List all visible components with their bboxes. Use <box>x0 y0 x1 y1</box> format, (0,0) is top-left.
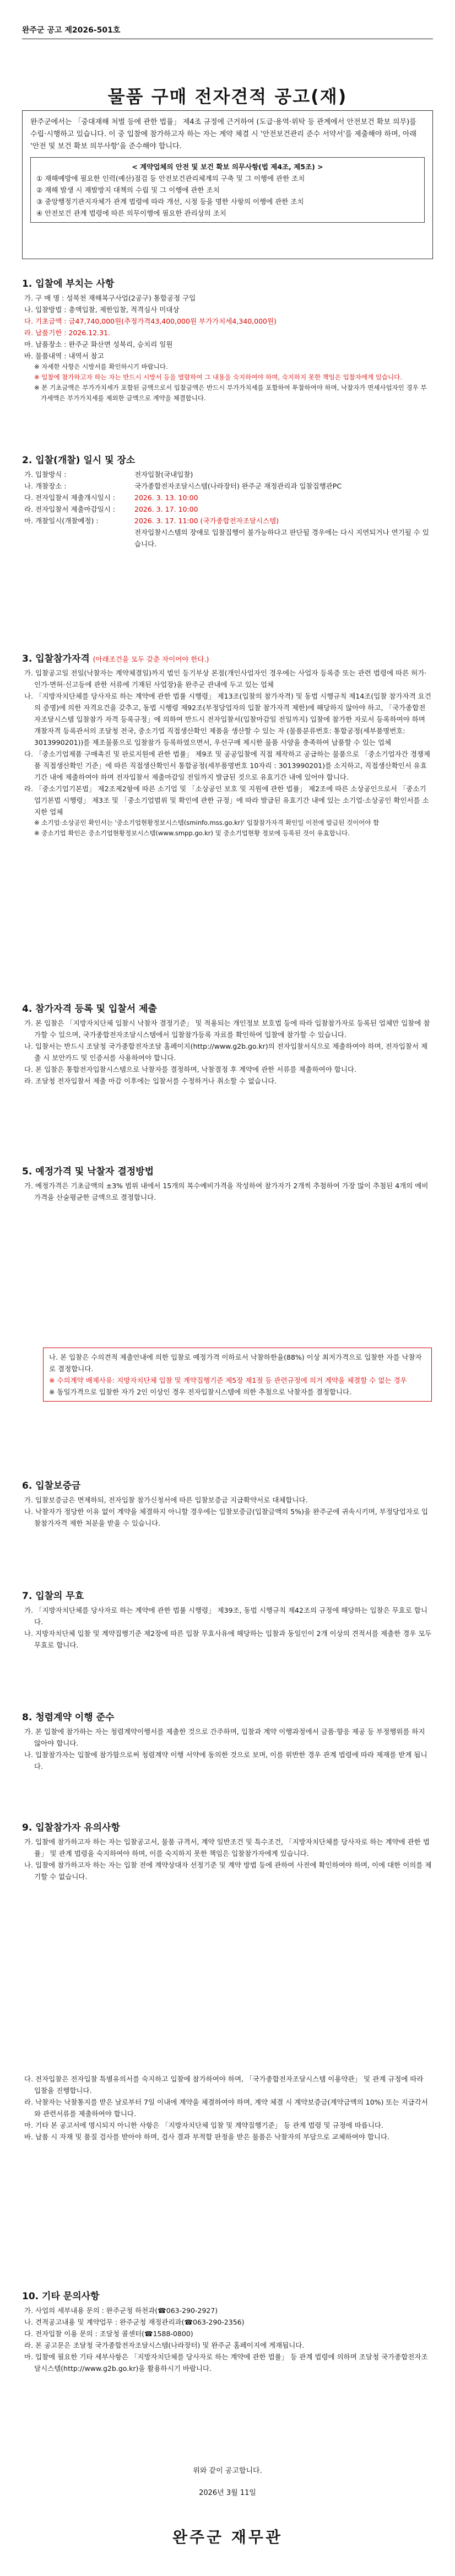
schedule-table <box>24 469 432 550</box>
note-line: ※ 동일가격으로 입찰한 자가 2인 이상인 경우 전자입찰시스템에 의한 추첨으로 낙찰자를 결정합니다. <box>49 1388 352 1396</box>
para: 가. 입찰공고일 전일(낙찰자는 계약체결일)까지 법인 등기부상 본점(개인사업자인 경우에는 사업자 등록증 또는 관련 법령에 따른 허가·인가·면허·신고등에 관한 서류에 기재된 사업장)을 완주군 관내에 두고 있는 업체 <box>24 669 427 689</box>
schedule-row <box>24 527 432 550</box>
section-6-heading: 6. 입찰보증금 <box>22 1480 81 1491</box>
schedule-row <box>24 469 432 480</box>
para: 나. 지방자치단체 입찰 및 계약집행기준 제2장에 따른 입찰 무효사유에 해당하는 입찰과 동일인이 2개 이상의 견적서를 제출한 경우 모두 무효로 합니다. <box>24 1629 432 1649</box>
para: 가. 입찰에 참가하고자 하는 자는 입찰공고서, 물품 규격서, 계약 일반조건 및 특수조건, 「지방자치단체를 당사자로 하는 계약에 관한 법률」 및 관계 법령을 숙지하여야 하며, 이를 숙지하지 못한 책임은 입찰참가자에게 있습니다. <box>24 1838 430 1858</box>
section-3-body <box>24 667 432 839</box>
section-8-heading: 8. 청렴계약 이행 준수 <box>22 1712 115 1723</box>
para: 라. 조달청 전자입찰서 제출 마감 이후에는 입찰서를 수정하거나 취소할 수 없습니다. <box>24 1077 277 1085</box>
para: 나. 낙찰자가 정당한 이유 없이 계약을 체결하지 아니할 경우에는 입찰보증금(입찰금액의 5%)을 완주군에 귀속시키며, 부정당업자로 입찰참가자격 제한 처분을 받을 수 있습니다. <box>24 1507 429 1527</box>
document-number: 완주군 공고 제2026-501호 <box>22 26 121 35</box>
para: 가. 본 입찰은 「지방자치단체 입찰시 낙찰자 결정기준」 및 적용되는 개인정보 보호법 등에 따라 입찰참가자로 등록된 업체만 입찰에 참가할 수 있으며, 국가종합전자조달시스템에서 입찰참가등록 자료를 확인하여 입찰에 참가할 수 있습니다. <box>24 1019 430 1039</box>
schedule-label: 라. 전자입찰서 제출마감일시 : <box>24 505 116 513</box>
para: 마. 입찰에 필요한 기타 세부사항은 「지방자치단체를 당사자로 하는 계약에 관한 법률」 등 관계 법령에 의하며 조달청 국가종합전자조달시스템(http://www.g2b.go.kr)을 활용하시기 바랍니다. <box>24 2353 428 2373</box>
delivery-deadline-line: 라. 납품기한 : 2026.12.31. <box>24 329 111 337</box>
schedule-row <box>24 503 432 515</box>
section-7-heading: 7. 입찰의 무효 <box>22 1591 84 1602</box>
section-10-body <box>24 2305 432 2374</box>
para: 가. 본 입찰에 참가하는 자는 청렴계약이행서를 제출한 것으로 간주하며, 입찰과 계약 이행과정에서 금품·향응 제공 등 부정행위를 하지 않아야 합니다. <box>24 1727 425 1747</box>
schedule-label: 다. 전자입찰서 제출개시일시 : <box>24 493 116 502</box>
schedule-row <box>24 480 432 492</box>
para: 나. 입찰참가자는 입찰에 참가함으로써 청렴계약 이행 서약에 동의한 것으로 보며, 이를 위반한 경우 관계 법령에 따라 제재를 받게 됩니다. <box>24 1751 427 1770</box>
item-line: 나. 입찰방법 : 총액입찰, 제한입찰, 적격심사 미대상 <box>24 305 180 314</box>
note-line: ※ 자세한 사항은 시방서를 확인하시기 바랍니다. <box>34 363 168 371</box>
schedule-value: 국가종합전자조달시스템(나라장터) 완주군 재정관리과 입찰집행관PC <box>134 482 342 490</box>
para: 나. 본 입찰은 수의견적 제출안내에 의한 입찰로 예정가격 이하로서 낙찰하한율(88%) 이상 최저가격으로 입찰한 자를 낙찰자로 결정합니다. <box>49 1353 422 1373</box>
para: 다. 전자입찰 이용 문의 : 조달청 콜센터(☎1588-0800) <box>24 2330 193 2338</box>
item-line: 바. 물품내역 : 내역서 참고 <box>24 352 104 360</box>
award-method-box <box>43 1348 432 1402</box>
note-line: ※ 소기업·소상공인 확인서는 '중소기업현황정보시스템(sminfo.mss.go.kr)' 입찰참가자격 확인일 이전에 발급된 것이어야 함 <box>34 819 380 827</box>
para: 가. 입찰보증금은 면제하되, 전자입찰 참가신청서에 따른 입찰보증금 지급확약서로 대체합니다. <box>24 1496 308 1504</box>
para: 가. 예정가격은 기초금액의 ±3% 범위 내에서 15개의 복수예비가격을 작성하여 참가자가 2개씩 추첨하여 가장 많이 추첨된 4개의 예비가격을 산술평균한 금액으로 결정합니다. <box>24 1182 429 1201</box>
schedule-row <box>24 492 432 503</box>
schedule-note: 전자입찰시스템의 장애로 입찰집행이 불가능하다고 판단될 경우에는 다시 지연되거나 연기될 수 있습니다. <box>134 528 429 548</box>
schedule-row <box>24 515 432 527</box>
section-2-heading: 2. 입찰(개찰) 일시 및 장소 <box>22 455 136 466</box>
note-line: ※ 입찰에 참가하고자 하는 자는 반드시 시방서 등을 열람하여 그 내용을 숙지하여야 하며, 숙지하지 못한 책임은 입찰자에게 있습니다. <box>34 373 402 381</box>
section-5-heading: 5. 예정가격 및 낙찰자 결정방법 <box>22 1166 154 1177</box>
section-5-continued <box>24 1345 432 1404</box>
item-line: 가. 구 매 명 : 성북천 재해복구사업(2공구) 통합공정 구입 <box>24 294 196 302</box>
intro-lead: 완주군에서는 「중대재해 처벌 등에 관한 법률」 제4조 규정에 근거하여 (도급·용역·위탁 등 관계에서 안전보건 확보 의무)를 수립·시행하고 있습니다. 이 중 입찰에 참가하고자 하는 자는 계약 체결 시 '안전보건관리 준수 서약서'를 제출해야 하며, 아래 '안전 및 보건 확보 의무사항'을 준수해야 합니다. <box>30 118 417 151</box>
note-line: ※ 본 기초금액은 부가가치세가 포함된 금액으로서 입찰금액은 반드시 부가가치세를 포함하여 투찰하여야 하며, 낙찰자가 면세사업자인 경우 부가세액은 부가가치세를 제외한 금액으로 계약을 체결합니다. <box>34 384 427 402</box>
para: 라. 본 공고문은 조달청 국가종합전자조달시스템(나라장터) 및 완주군 홈페이지에 게재됩니다. <box>24 2341 305 2349</box>
obligation-item: ② 재해 발생 시 재발방지 대책의 수립 및 그 이행에 관한 조치 <box>36 186 220 194</box>
closing-text: 위와 같이 공고합니다. <box>193 2467 262 2475</box>
section-6-body <box>24 1494 432 1529</box>
schedule-value: 2026. 3. 17. 11:00 (국가종합전자조달시스템) <box>134 517 279 525</box>
para: 바. 납품 시 자재 및 품질 검사를 받아야 하며, 검사 결과 부적합 판정을 받은 물품은 낙찰자의 부담으로 교체하여야 합니다. <box>24 2133 390 2141</box>
para: 라. 「중소기업기본법」 제2조제2항에 따른 소기업 및 「소상공인 보호 및 지원에 관한 법률」 제2조에 따른 소상공인으로서 「중소기업기본법 시행령」 제3조 및 「중소기업범위 및 확인에 관한 규정」에 따라 발급된 유효기간 내에 있는 소기업·소상공인 확인서를 소지한 업체 <box>24 785 429 816</box>
obligations-title: < 계약업체의 안전 및 보건 확보 의무사항(법 제4조, 제5조) > <box>132 163 323 171</box>
obligation-item: ④ 안전보건 관계 법령에 따른 의무이행에 필요한 관리상의 조치 <box>36 209 226 217</box>
para: 나. 「지방자치단체를 당사자로 하는 계약에 관한 법률 시행령」 제13조(입찰의 참가자격) 및 동법 시행규칙 제14조(입찰 참가자격 요건의 증명)에 의한 자격요건을 갖추고, 동법 시행령 제92조(부정당업자의 입찰 참가자격 제한)에 해당하지 않아야 하고, 「국가종합전자조달시스템 입찰참가 자격 등록규정」에 의하여 반드시 전자입찰서(입찰마감일 전일까지) 입찰에 참가한 자로서 등록하여야 하며 개찰자격 등록관서의 조달청 전국, 중소기업 직접생산확인 제품을 생산할 수 있는 자 (물품분류번호: 통합공정(세부품명번호: 3013990201))를 제조물품으로 입찰참가 등록하였으면서, 우선구매 제시한 물품 사양을 충족하여 납품할 수 있는 업체 <box>24 692 431 747</box>
section-3-heading-wrap <box>22 651 209 664</box>
para: 라. 낙찰자는 낙찰통지를 받은 날로부터 7일 이내에 계약을 체결하여야 하며, 계약 체결 시 계약보증금(계약금액의 10%) 또는 지급각서와 관련서류를 제출하여야 합니다. <box>24 2098 428 2118</box>
section-3-heading-note: (아래조건을 모두 갖춘 자이어야 한다.) <box>93 655 209 663</box>
para: 다. 본 입찰은 통합전자입찰시스템으로 낙찰자를 결정하며, 낙찰결정 후 계약에 관한 서류를 제출하여야 합니다. <box>24 1065 356 1074</box>
para: 나. 견적공고내용 및 계약업무 : 완주군청 재정관리과(☎063-290-2356) <box>24 2318 245 2326</box>
schedule-value: 2026. 3. 17. 10:00 <box>134 505 198 513</box>
obligation-item: ③ 중앙행정기관지자체가 관계 법령에 따라 개선, 시정 등을 명한 사항의 이행에 관한 조치 <box>36 197 304 206</box>
section-4-heading: 4. 참가자격 등록 및 입찰서 제출 <box>22 1003 157 1015</box>
schedule-label: 마. 개찰일시(개찰예정) : <box>24 517 99 525</box>
item-line: 마. 납품장소 : 완주군 화산면 성북리, 승치리 일원 <box>24 340 173 348</box>
section-8-body <box>24 1726 432 1772</box>
para: 다. 전자입찰은 전자입찰 특별유의서를 숙지하고 입찰에 참가하여야 하며, 「국가종합전자조달시스템 이용약관」 및 관계 규정에 따라 입찰을 진행합니다. <box>24 2075 424 2095</box>
para: 가. 사업의 세부내용 문의 : 완주군청 하천과(☎063-290-2927) <box>24 2306 218 2315</box>
section-4-body <box>24 1017 432 1087</box>
para: 나. 입찰서는 반드시 조달청 국가종합전자조달 홈페이지(http://www.g2b.go.kr)의 전자입찰서식으로 제출하여야 하며, 전자입찰서 제출 시 보안카드 및 인증서를 사용하여야 합니다. <box>24 1042 428 1062</box>
schedule-label: 가. 입찰방식 : <box>24 470 67 479</box>
section-9-body <box>24 1836 432 1882</box>
section-3-heading: 3. 입찰참가자격 <box>22 653 90 664</box>
base-price-line: 다. 기초금액 : 금47,740,000원(추정가격43,400,000원 부가가치세4,340,000원) <box>24 317 277 325</box>
note-line: ※ 수의계약 배제사유: 지방자치단체 입찰 및 계약집행기준 제5장 제1절 등 관련규정에 의거 계약을 체결할 수 없는 경우 <box>49 1376 407 1384</box>
issuer-signature: 완주군 재무관 <box>172 2528 283 2546</box>
section-7-body <box>24 1604 432 1651</box>
para: 마. 기타 본 공고서에 명시되지 아니한 사항은 「지방자치단체 입찰 및 계약집행기준」 등 관계 법령 및 규정에 따릅니다. <box>24 2121 383 2129</box>
section-1-body <box>24 292 432 404</box>
intro-box <box>22 110 433 259</box>
note-line: ※ 중소기업 확인은 중소기업현황정보시스템(www.smpp.go.kr) 및 중소기업현황 정보에 등록된 것이 유효합니다. <box>34 829 350 837</box>
obligation-item: ① 재해예방에 필요한 인력(예산)점검 등 안전보건관리체계의 구축 및 그 이행에 관한 조치 <box>36 174 305 183</box>
para: 다. 「중소기업제품 구매촉진 및 판로지원에 관한 법률」 제9조 및 공공입찰에 직접 제작하고 공급하는 물품으로 「중소기업자간 경쟁제품 직접생산확인 기준」에 따른 직접생산확인서 통합공정(세부품명번호 10자리 : 3013990201)를 소지하고, 직접생산확인서 유효기간 내에 제출하여야 하며 전자입찰서 제출마감일 전일까지 발급된 것으로 유효기간 내에 있어야 합니다. <box>24 750 430 781</box>
para: 나. 입찰에 참가하고자 하는 자는 입찰 전에 계약상대자 선정기준 및 계약 방법 등에 관하여 사전에 확인하여야 하며, 이에 대한 이의를 제기할 수 없습니다. <box>24 1861 432 1881</box>
page-title: 물품 구매 전자견적 공고(재) <box>107 86 348 107</box>
schedule-label: 나. 개찰장소 : <box>24 482 67 490</box>
obligations-box <box>30 157 425 223</box>
section-1-heading: 1. 입찰에 부치는 사항 <box>22 278 115 289</box>
announcement-date: 2026년 3월 11일 <box>199 2489 256 2497</box>
section-5-body <box>24 1180 432 1203</box>
para: 가. 「지방자치단체를 당사자로 하는 계약에 관한 법률 시행령」 제39조, 동법 시행규칙 제42조의 규정에 해당하는 입찰은 무효로 합니다. <box>24 1606 428 1626</box>
section-9-continued <box>24 2073 432 2143</box>
section-10-heading: 10. 기타 문의사항 <box>22 2291 100 2302</box>
schedule-value: 2026. 3. 13. 10:00 <box>134 493 198 502</box>
schedule-value: 전자입찰(국내입찰) <box>134 470 193 479</box>
section-9-heading: 9. 입찰참가자 유의사항 <box>22 1822 120 1833</box>
